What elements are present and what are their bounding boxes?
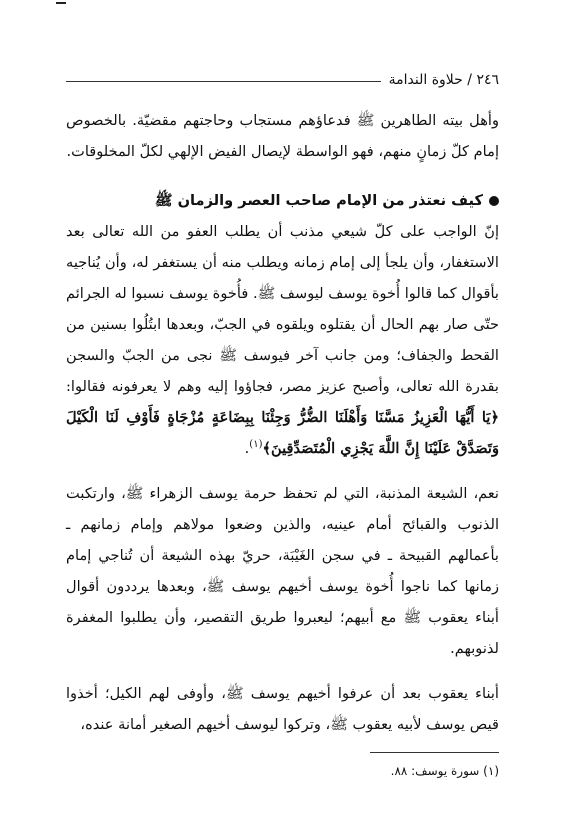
corner-mark bbox=[56, 2, 66, 10]
footnote: (١) سورة يوسف: ٨٨. bbox=[390, 764, 499, 778]
running-title: ٢٤٦ / حلاوة الندامة bbox=[388, 72, 499, 88]
section-heading-text: كيف نعتذر من الإمام صاحب العصر والزمان ﷺ bbox=[154, 192, 483, 209]
paragraph-4: أبناء يعقوب بعد أن عرفوا أخيهم يوسف ﷺ، وأوفى لهم الكيل؛ أخذوا قيص يوسف لأبيه يعقوب ﷺ، وتركوا ليوسف أخيهم الصغير أمانة عنده، bbox=[66, 685, 499, 733]
header-rule bbox=[66, 81, 381, 82]
paragraph-2-text: إنّ الواجب على كلّ شيعي مذنب أن يطلب العفو من الله تعالى بعد الاستغفار، وأن يلجأ إلى إمام زمانه ويطلب منه أن يستغفر له، وأن يُناجيه بأقوال كما قالوا أُخوة يوسف ليوسف ﷺ. فأُخوة يوسف نسبوا له الجرائم حتّى صار بهم الحال أن يقتلوه ويلقوه في الجبّ، وبعدها ابتُلُوا بسنين من القحط والجفاف؛ ومن جانب آخر فيوسف ﷺ نجى من الجبّ والسجن بقدرة الله تعالى، وأصبح عزيز مصر، فجاؤوا إليه وهم لا يعرفونه فقالوا: bbox=[66, 223, 499, 395]
footnote-rule bbox=[370, 752, 499, 753]
bullet-icon bbox=[489, 196, 499, 206]
paragraph-2: إنّ الواجب على كلّ شيعي مذنب أن يطلب العفو من الله تعالى بعد الاستغفار، وأن يلجأ إلى إمام زمانه ويطلب منه أن يستغفر له، وأن يُناجيه بأقوال كما قالوا أُخوة يوسف ليوسف ﷺ. فأُخوة يوسف نسبوا له الجرائم حتّى صار بهم الحال أن يقتلوه ويلقوه في الجبّ، وبعدها ابتُلُوا بسنين من القحط والجفاف؛ ومن جانب آخر فيوسف ﷺ نجى من الجبّ والسجن بقدرة الله تعالى، وأصبح عزيز مصر، فجاؤوا إليه وهم لا يعرفونه فقالوا: ﴿يَا أَيُّهَا الْعَزِيزُ مَسَّنَا وَأَهْلَنَا الضُّرُّ وَجِئْنَا بِبِضَاعَةٍ مُزْجَاةٍ فَأَوْفِ لَنَا الْكَيْلَ وَتَصَدَّقْ عَلَيْنَا إِنَّ اللَّهَ يَجْزِي الْمُتَصَدِّقِينَ﴾$^{(١)}$. bbox=[66, 223, 499, 457]
running-header bbox=[66, 66, 499, 88]
section-heading bbox=[66, 185, 499, 216]
paragraph-3: نعم، الشيعة المذنبة، التي لم تحفظ حرمة يوسف الزهراء ﷺ، وارتكبت الذنوب والقبائح أمام عينيه، والذين وضعوا مولاهم وإمام زمانهم ـ بأعمالهم القبيحة ـ في سجن الغَيْبَة، حريّ بهذه الشيعة أن تُناجي إمام زمانها كما ناجوا أُخوة يوسف أخيهم يوسف ﷺ، وبعدها يرددون أقوال أبناء يعقوب ﷺ مع أبيهم؛ ليعبروا طريق التقصير، وأن يطلبوا المغفرة لذنوبهم. bbox=[66, 485, 499, 657]
quran-verse: ﴿يَا أَيُّهَا الْعَزِيزُ مَسَّنَا وَأَهْلَنَا الضُّرُّ وَجِئْنَا بِبِضَاعَةٍ مُزْجَاةٍ فَأَوْفِ لَنَا الْكَيْلَ وَتَصَدَّقْ عَلَيْنَا إِنَّ اللَّهَ يَجْزِي الْمُتَصَدِّقِينَ﴾ bbox=[66, 409, 499, 457]
footnote-ref: (١) bbox=[249, 439, 263, 451]
main-text bbox=[66, 105, 499, 740]
paragraph-1: وأهل بيته الطاهرين ﷺ فدعاؤهم مستجاب وحاجتهم مقضيّة. بالخصوص إمام كلّ زمانٍ منهم، فهو الواسطة لإيصال الفيض الإلهي لكلّ المخلوقات. bbox=[66, 112, 499, 160]
